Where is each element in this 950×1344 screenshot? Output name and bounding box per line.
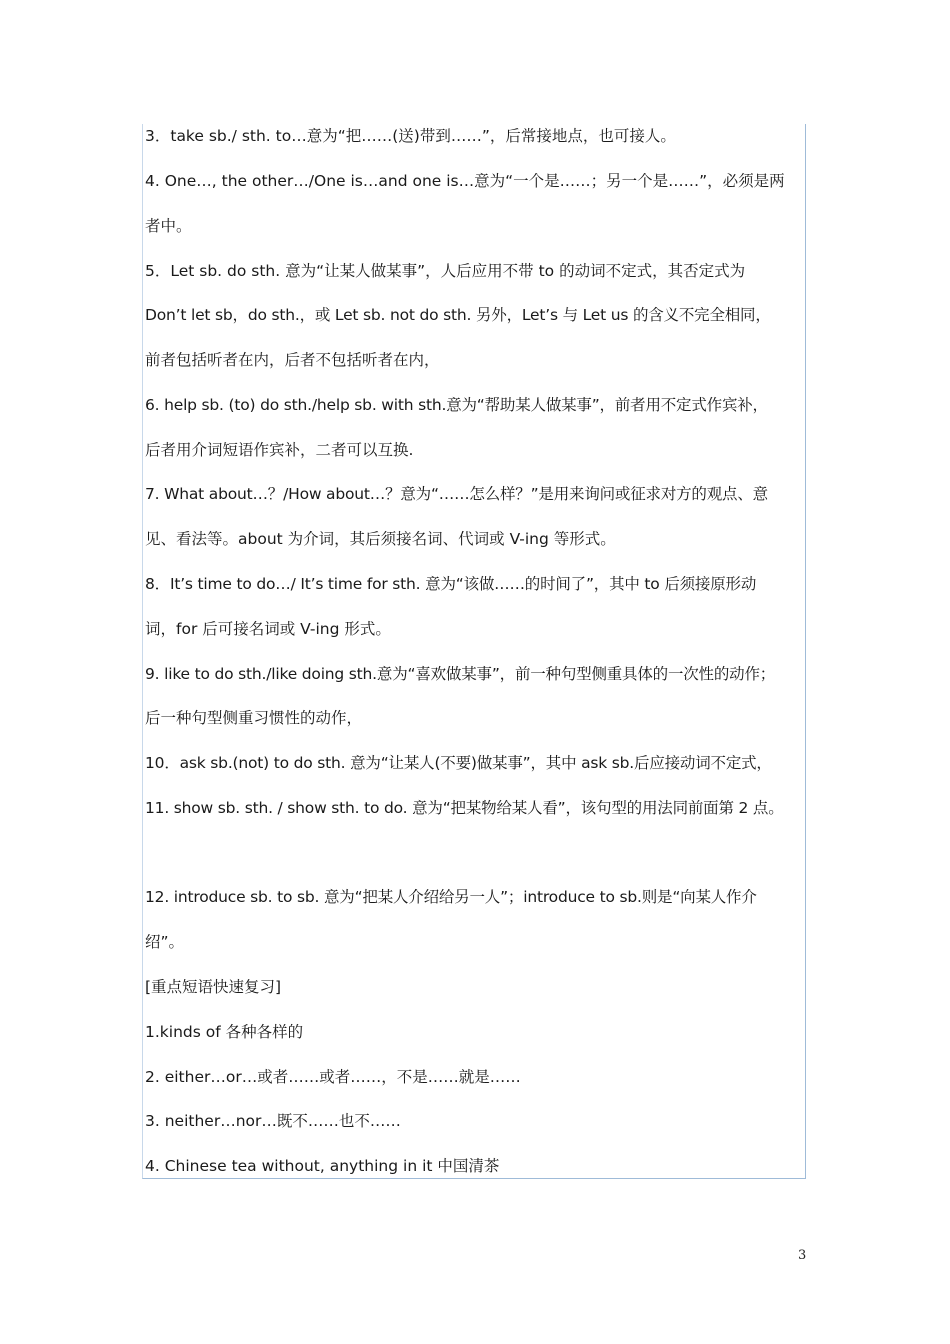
text-line: 11. show sb. sth. / show sth. to do. 意为“把某物给某人看”，该句型的用法同前面第 2 点。 bbox=[145, 799, 784, 817]
section-heading: [重点短语快速复习] bbox=[145, 978, 282, 996]
text-line: 1.kinds of 各种各样的 bbox=[145, 1023, 304, 1041]
text-line: 后者用介词短语作宾补，二者可以互换. bbox=[145, 441, 414, 459]
text-line: 2. either…or…或者……或者……，不是……就是…… bbox=[145, 1068, 521, 1086]
text-line: 前者包括听者在内，后者不包括听者在内， bbox=[145, 351, 440, 369]
text-line: 绍”。 bbox=[145, 933, 185, 951]
text-line: 3. neither…nor…既不……也不…… bbox=[145, 1112, 401, 1130]
text-line: 后一种句型侧重习惯性的动作， bbox=[145, 709, 363, 727]
text-line: 8．It’s time to do…/ It’s time for sth. 意为“该做……的时间了”，其中 to 后须接原形动 bbox=[145, 575, 757, 593]
text-line: 3．take sb./ sth. to…意为“把……(送)带到……”，后常接地点，也可接人。 bbox=[145, 127, 676, 145]
text-line: 4. Chinese tea without, anything in it 中国清茶 bbox=[145, 1157, 500, 1175]
text-line: 词，for 后可接名词或 V-ing 形式。 bbox=[145, 620, 391, 638]
text-line: 4. One…, the other…/One is…and one is…意为“一个是……；另一个是……”，必须是两 bbox=[145, 172, 785, 190]
text-line: 见、看法等。about 为介词，其后须接名词、代词或 V-ing 等形式。 bbox=[145, 530, 616, 548]
text-line: 5．Let sb. do sth. 意为“让某人做某事”，人后应用不带 to 的动词不定式，其否定式为 bbox=[145, 262, 746, 280]
page-number: 3 bbox=[798, 1248, 807, 1263]
text-line: 者中。 bbox=[145, 217, 192, 235]
text-line: 10．ask sb.(not) to do sth. 意为“让某人(不要)做某事”，其中 ask sb.后应接动词不定式， bbox=[145, 754, 772, 772]
text-line: Don’t let sb，do sth.，或 Let sb. not do sth. 另外，Let’s 与 Let us 的含义不完全相同， bbox=[145, 306, 771, 324]
text-line: 6. help sb. (to) do sth./help sb. with sth.意为“帮助某人做某事”，前者用不定式作宾补， bbox=[145, 396, 768, 414]
text-line: 7. What about…？/How about…？意为“……怎么样？”是用来询问或征求对方的观点、意 bbox=[145, 485, 768, 503]
content-frame bbox=[142, 124, 806, 1179]
text-line: 12. introduce sb. to sb. 意为“把某人介绍给另一人”；introduce to sb.则是“向某人作介 bbox=[145, 888, 757, 906]
text-line: 9. like to do sth./like doing sth.意为“喜欢做某事”，前一种句型侧重具体的一次性的动作； bbox=[145, 665, 776, 683]
